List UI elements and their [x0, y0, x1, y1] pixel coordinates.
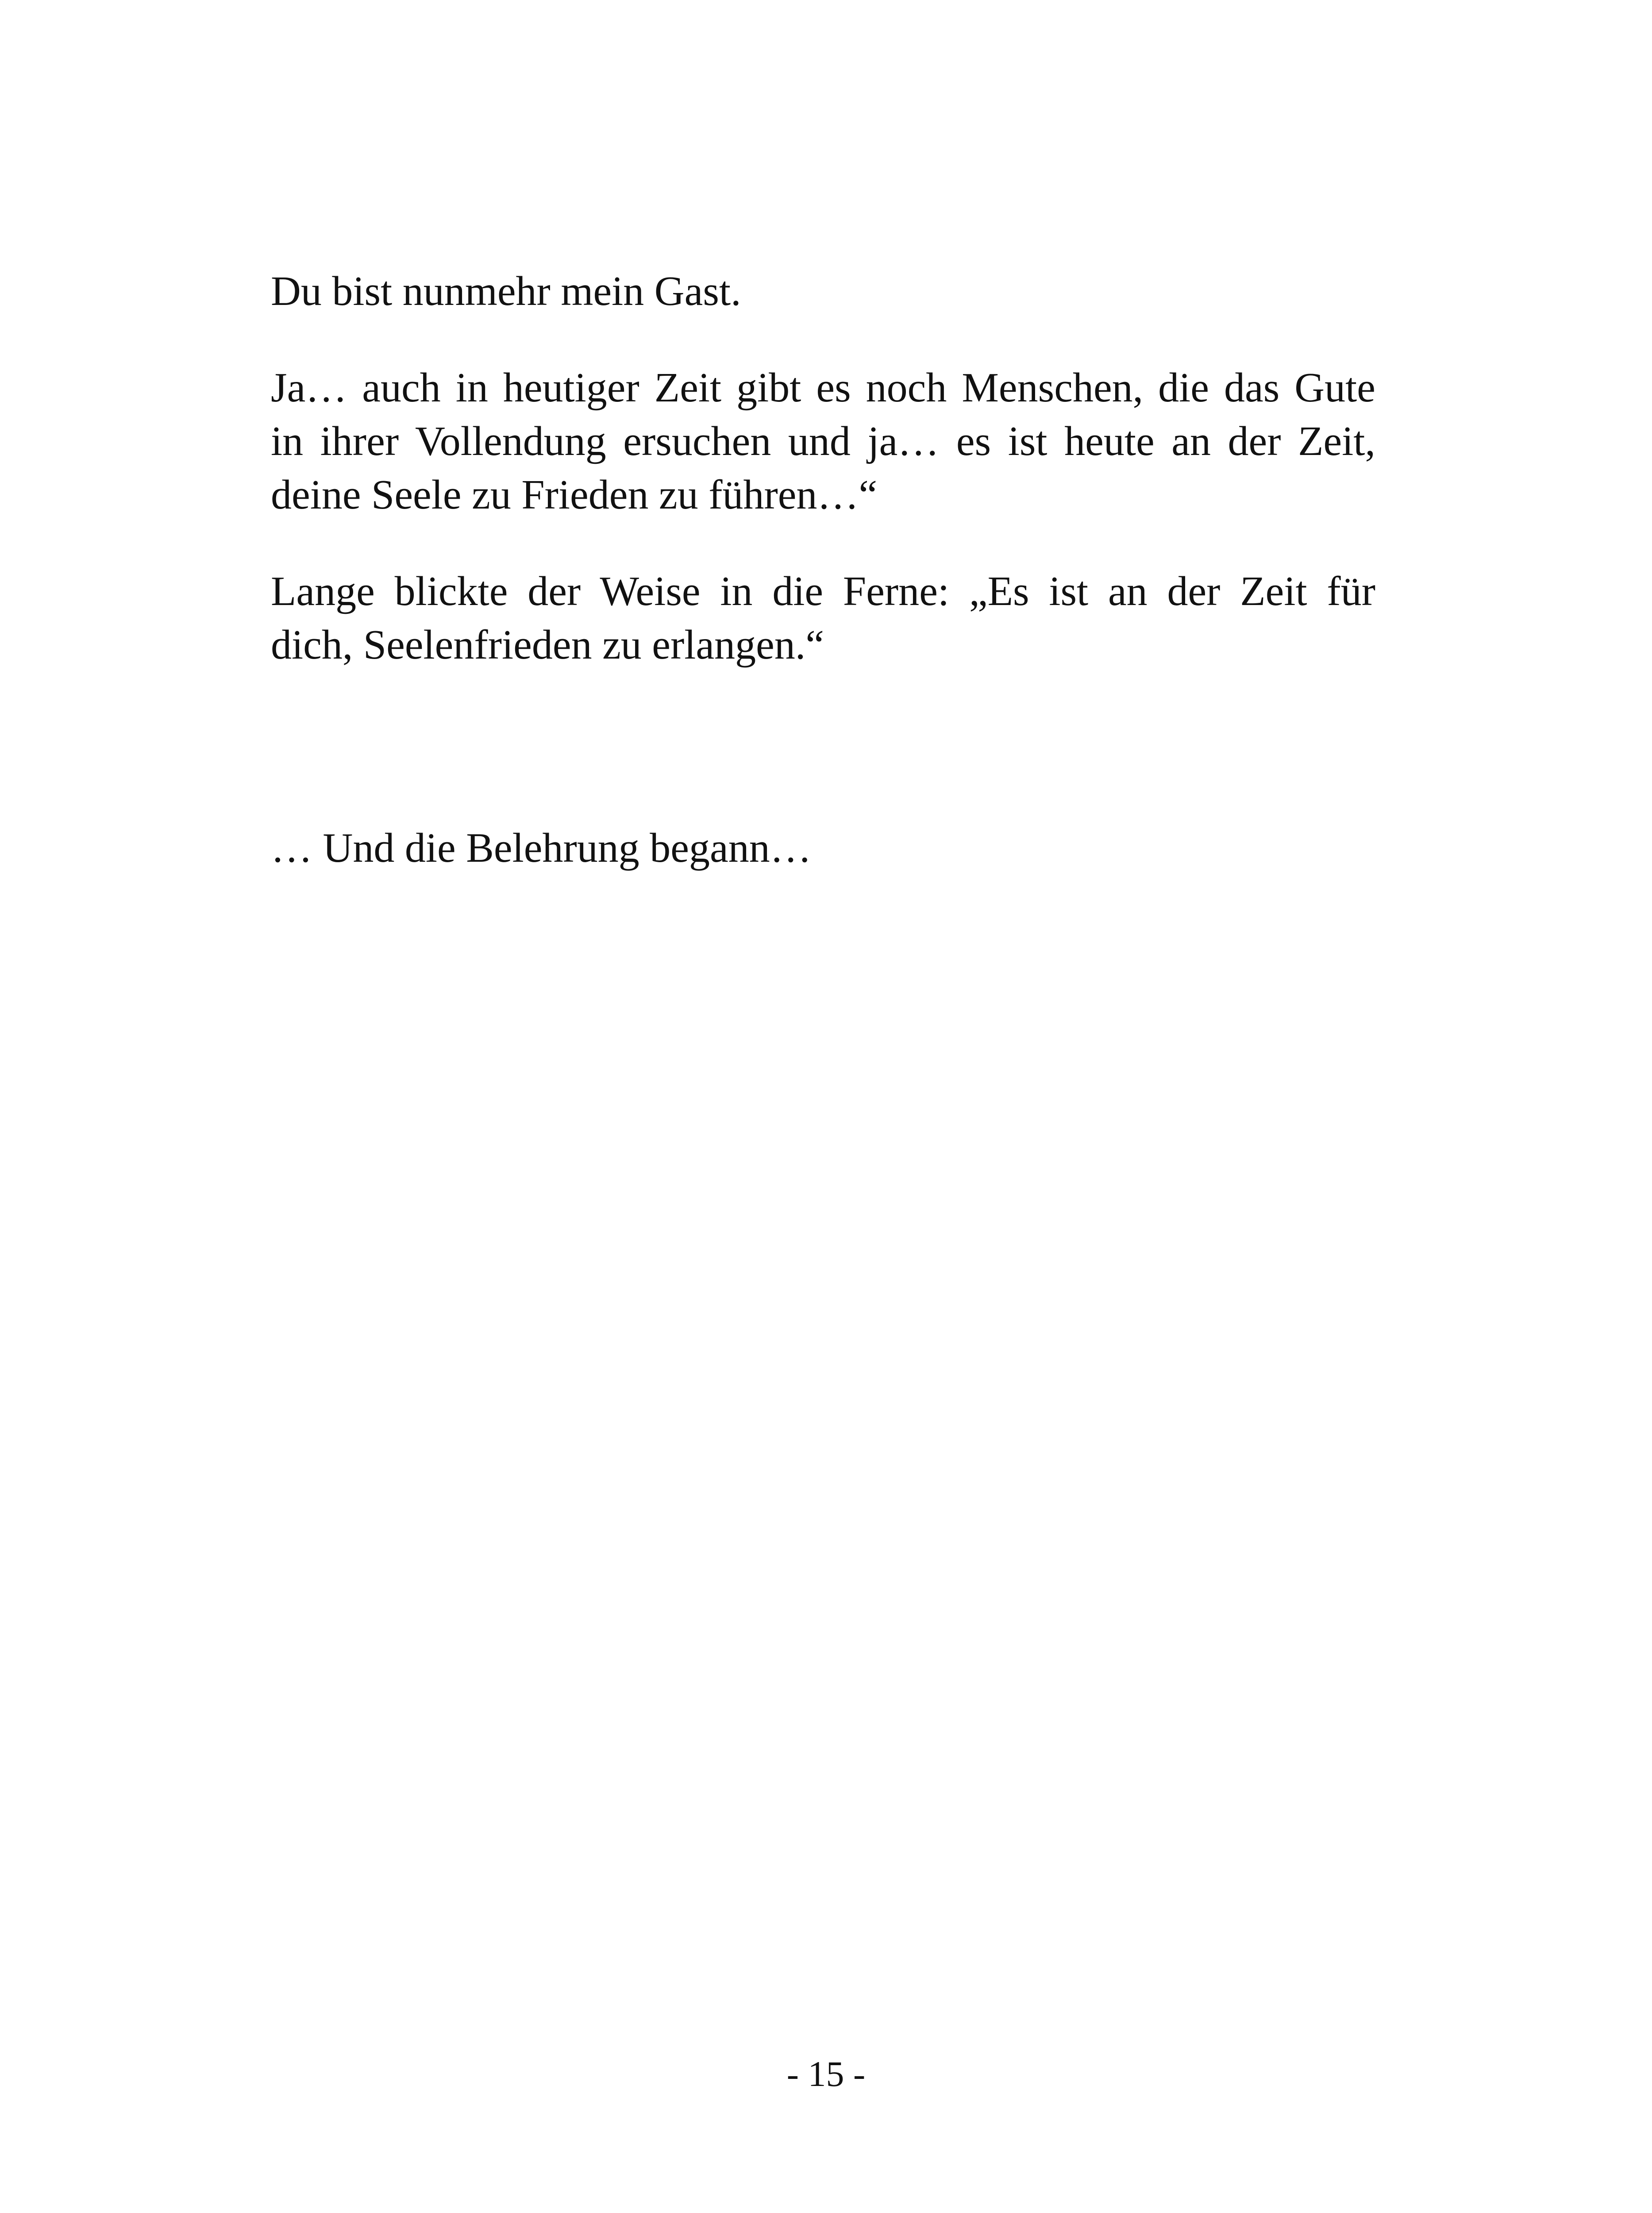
paragraph-3-line-1: Lange blickte der Weise in die Ferne: „Es ist an der Zeit für — [271, 568, 1375, 614]
paragraph-1-line-1: Du bist nunmehr mein Gast. — [271, 268, 741, 314]
paragraph-1 — [271, 265, 1375, 318]
paragraph-4-line-1: … Und die Belehrung begann… — [271, 825, 812, 871]
body-text — [271, 265, 1375, 875]
paragraph-3-line-2: dich, Seelenfrieden zu erlangen.“ — [271, 622, 824, 668]
paragraph-4 — [271, 821, 1375, 875]
paragraph-2-line-3: deine Seele zu Frieden zu führen…“ — [271, 472, 878, 518]
paragraph-2 — [271, 361, 1375, 522]
paragraph-2-line-1: Ja… auch in heutiger Zeit gibt es noch Menschen, die das Gute — [271, 365, 1375, 411]
page-number: - 15 - — [786, 2054, 866, 2094]
paragraph-3 — [271, 565, 1375, 672]
paragraph-2-line-2: in ihrer Vollendung ersuchen und ja… es ist heute an der Zeit, — [271, 418, 1375, 464]
